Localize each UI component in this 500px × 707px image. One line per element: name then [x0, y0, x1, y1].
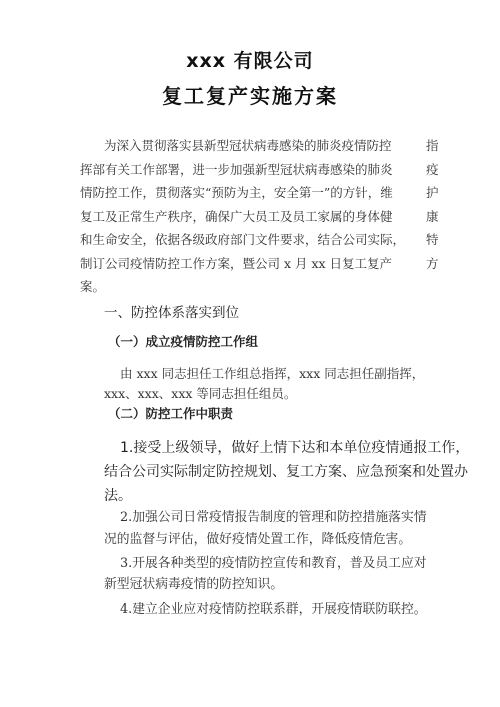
sub1-heading: （一）成立疫情防控工作组: [108, 334, 259, 349]
item4-line: 4.建立企业应对疫情防控联系群，开展疫情联防联控。: [120, 602, 427, 617]
intro-right-char: 康: [426, 208, 439, 224]
plan-title: 复工复产实施方案: [162, 84, 338, 108]
company-title: xxx 有限公司: [186, 50, 314, 72]
section1-heading: 一、防控体系落实到位: [104, 305, 239, 321]
item3-line: 新型冠状病毒疫情的防控知识。: [104, 577, 284, 592]
item3-line: 3.开展各种类型的疫情防控宣传和教育，普及员工应对: [120, 556, 427, 571]
intro-paragraph: [80, 134, 440, 299]
intro-right-char: 特: [426, 232, 439, 247]
intro-line: 复工及正常生产秩序，确保广大员工及员工家属的身体健: [80, 208, 393, 224]
intro-line: 制订公司疫情防控工作方案，暨公司 x 月 xx 日复工复产: [80, 255, 393, 271]
item2-line: 况的监督与评估，做好疫情处置工作，降低疫情危害。: [104, 532, 412, 547]
intro-right-char: 指: [426, 138, 439, 153]
intro-line: 案。: [80, 279, 106, 294]
sub2-heading: （二）防控工作中职责: [108, 406, 234, 421]
item1-line: 法。: [104, 488, 132, 504]
intro-right-char: 方: [426, 255, 439, 271]
intro-right-char: 疫: [426, 161, 439, 177]
item2-line: 2.加强公司日常疫情报告制度的管理和防控措施落实情: [120, 510, 427, 525]
intro-line: 为深入贯彻落实县新型冠状病毒感染的肺炎疫情防控: [104, 138, 392, 153]
intro-right-char: 护: [426, 185, 439, 200]
intro-line: 挥部有关工作部署，进一步加强新型冠状病毒感染的肺炎: [80, 161, 393, 177]
intro-line: 和生命安全，依据各级政府部门文件要求，结合公司实际，: [80, 232, 406, 247]
sub1-line: 由 xxx 同志担任工作组总指挥，xxx 同志担任副指挥，: [120, 366, 425, 381]
intro-right-column: [426, 134, 442, 275]
intro-line: 情防控工作，贯彻落实“预防为主，安全第一”的方针，维: [80, 185, 393, 200]
item1-line: 结合公司实际制定防控规划、复工方案、应急预案和处置办: [104, 464, 468, 480]
item1-line: 1.接受上级领导，做好上情下达和本单位疫情通报工作，: [120, 440, 470, 456]
sub1-line: xxx、xxx、xxx 等同志担任组员。: [104, 386, 297, 401]
